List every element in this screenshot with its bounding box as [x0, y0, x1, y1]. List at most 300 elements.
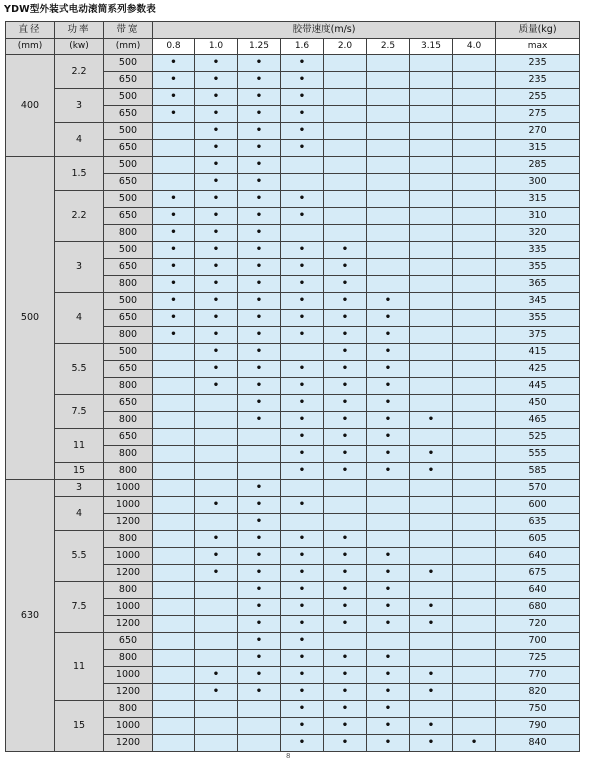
speed-available-dot: • — [195, 191, 238, 208]
speed-available-dot: • — [324, 276, 367, 293]
speed-available-dot: • — [281, 361, 324, 378]
speed-cell — [195, 735, 238, 752]
speed-available-dot: • — [324, 446, 367, 463]
speed-available-dot: • — [410, 446, 453, 463]
speed-cell — [195, 480, 238, 497]
table-row — [6, 480, 580, 497]
speed-cell — [153, 684, 195, 701]
speed-available-dot: • — [281, 667, 324, 684]
speed-available-dot: • — [324, 310, 367, 327]
speed-available-dot: • — [153, 191, 195, 208]
power-cell: 15 — [55, 463, 104, 480]
speed-available-dot: • — [281, 327, 324, 344]
belt-width-cell: 800 — [104, 701, 153, 718]
speed-cell — [453, 599, 496, 616]
speed-available-dot: • — [238, 565, 281, 582]
speed-cell — [453, 310, 496, 327]
mass-cell: 310 — [496, 208, 580, 225]
speed-available-dot: • — [195, 123, 238, 140]
speed-cell — [153, 616, 195, 633]
speed-available-dot: • — [238, 684, 281, 701]
speed-available-dot: • — [195, 225, 238, 242]
speed-cell — [153, 412, 195, 429]
speed-available-dot: • — [238, 497, 281, 514]
mass-cell: 770 — [496, 667, 580, 684]
speed-available-dot: • — [238, 531, 281, 548]
speed-cell — [410, 497, 453, 514]
power-cell: 3 — [55, 242, 104, 293]
speed-available-dot: • — [153, 310, 195, 327]
speed-available-dot: • — [367, 701, 410, 718]
power-cell: 3 — [55, 89, 104, 123]
belt-width-cell: 650 — [104, 72, 153, 89]
power-cell: 4 — [55, 123, 104, 157]
belt-width-cell: 1200 — [104, 514, 153, 531]
speed-cell — [153, 599, 195, 616]
speed-available-dot: • — [238, 106, 281, 123]
belt-width-cell: 650 — [104, 208, 153, 225]
belt-width-cell: 500 — [104, 344, 153, 361]
speed-cell — [195, 446, 238, 463]
speed-available-dot: • — [410, 667, 453, 684]
speed-available-dot: • — [367, 327, 410, 344]
speed-available-dot: • — [281, 718, 324, 735]
belt-width-cell: 800 — [104, 378, 153, 395]
power-cell: 2.2 — [55, 55, 104, 89]
speed-available-dot: • — [153, 106, 195, 123]
table-row — [6, 463, 580, 480]
speed-available-dot: • — [238, 157, 281, 174]
speed-cell — [410, 191, 453, 208]
speed-cell — [153, 633, 195, 650]
power-cell: 5.5 — [55, 531, 104, 582]
belt-width-cell: 800 — [104, 225, 153, 242]
speed-cell — [410, 89, 453, 106]
speed-cell — [153, 123, 195, 140]
speed-available-dot: • — [324, 650, 367, 667]
speed-cell — [153, 650, 195, 667]
speed-available-dot: • — [281, 395, 324, 412]
speed-header-0: 0.8 — [153, 39, 195, 55]
table-row — [6, 582, 580, 599]
speed-cell — [367, 191, 410, 208]
speed-cell — [453, 395, 496, 412]
speed-available-dot: • — [281, 89, 324, 106]
power-cell: 2.2 — [55, 191, 104, 242]
speed-cell — [453, 191, 496, 208]
speed-cell — [410, 259, 453, 276]
speed-available-dot: • — [281, 463, 324, 480]
speed-available-dot: • — [195, 361, 238, 378]
speed-cell — [195, 514, 238, 531]
speed-cell — [367, 89, 410, 106]
mass-cell: 270 — [496, 123, 580, 140]
speed-available-dot: • — [281, 412, 324, 429]
speed-cell — [153, 446, 195, 463]
speed-cell — [453, 633, 496, 650]
belt-width-cell: 800 — [104, 412, 153, 429]
speed-cell — [324, 514, 367, 531]
speed-cell — [410, 361, 453, 378]
mass-cell: 555 — [496, 446, 580, 463]
speed-available-dot: • — [238, 259, 281, 276]
mass-cell: 315 — [496, 191, 580, 208]
speed-cell — [153, 735, 195, 752]
speed-available-dot: • — [281, 582, 324, 599]
speed-cell — [195, 412, 238, 429]
speed-cell — [153, 718, 195, 735]
belt-width-cell: 800 — [104, 446, 153, 463]
speed-available-dot: • — [367, 344, 410, 361]
mass-cell: 605 — [496, 531, 580, 548]
mass-cell: 300 — [496, 174, 580, 191]
speed-cell — [153, 548, 195, 565]
speed-cell — [410, 123, 453, 140]
speed-cell — [324, 208, 367, 225]
power-cell: 3 — [55, 480, 104, 497]
speed-available-dot: • — [153, 89, 195, 106]
speed-cell — [410, 106, 453, 123]
mass-cell: 640 — [496, 548, 580, 565]
speed-cell — [453, 157, 496, 174]
speed-cell — [453, 55, 496, 72]
speed-header-2: 1.25 — [238, 39, 281, 55]
header-diameter: 直径 — [6, 22, 55, 39]
speed-header-6: 3.15 — [410, 39, 453, 55]
speed-available-dot: • — [367, 361, 410, 378]
speed-cell — [195, 650, 238, 667]
header-belt-speed: 胶带速度(m/s) — [153, 22, 496, 39]
speed-cell — [453, 140, 496, 157]
speed-cell — [153, 480, 195, 497]
speed-header-7: 4.0 — [453, 39, 496, 55]
speed-available-dot: • — [153, 276, 195, 293]
speed-cell — [195, 429, 238, 446]
belt-width-cell: 800 — [104, 531, 153, 548]
speed-available-dot: • — [410, 718, 453, 735]
speed-available-dot: • — [195, 72, 238, 89]
speed-available-dot: • — [324, 361, 367, 378]
speed-header-1: 1.0 — [195, 39, 238, 55]
speed-cell — [453, 293, 496, 310]
speed-cell — [453, 548, 496, 565]
speed-cell — [238, 446, 281, 463]
speed-available-dot: • — [324, 735, 367, 752]
speed-available-dot: • — [238, 616, 281, 633]
speed-cell — [324, 123, 367, 140]
speed-cell — [410, 293, 453, 310]
speed-cell — [410, 310, 453, 327]
parameter-table — [5, 21, 580, 752]
speed-available-dot: • — [324, 429, 367, 446]
speed-cell — [153, 174, 195, 191]
speed-cell — [367, 123, 410, 140]
speed-cell — [238, 735, 281, 752]
diameter-cell: 400 — [6, 55, 55, 157]
header-power-unit: (kw) — [55, 39, 104, 55]
speed-cell — [367, 225, 410, 242]
belt-width-cell: 650 — [104, 174, 153, 191]
mass-cell: 320 — [496, 225, 580, 242]
speed-cell — [367, 497, 410, 514]
speed-cell — [238, 429, 281, 446]
speed-available-dot: • — [238, 293, 281, 310]
speed-cell — [453, 89, 496, 106]
speed-cell — [367, 480, 410, 497]
speed-cell — [453, 650, 496, 667]
mass-cell: 315 — [496, 140, 580, 157]
speed-cell — [153, 514, 195, 531]
speed-cell — [453, 429, 496, 446]
mass-cell: 355 — [496, 259, 580, 276]
speed-available-dot: • — [324, 582, 367, 599]
speed-cell — [153, 344, 195, 361]
speed-cell — [453, 480, 496, 497]
belt-width-cell: 500 — [104, 293, 153, 310]
speed-available-dot: • — [153, 293, 195, 310]
speed-cell — [453, 718, 496, 735]
speed-cell — [281, 480, 324, 497]
mass-cell: 585 — [496, 463, 580, 480]
speed-cell — [153, 378, 195, 395]
speed-available-dot: • — [367, 310, 410, 327]
power-cell: 7.5 — [55, 395, 104, 429]
table-row — [6, 191, 580, 208]
speed-cell — [153, 361, 195, 378]
speed-cell — [324, 174, 367, 191]
belt-width-cell: 800 — [104, 650, 153, 667]
speed-available-dot: • — [238, 327, 281, 344]
speed-cell — [195, 616, 238, 633]
speed-available-dot: • — [195, 276, 238, 293]
speed-cell — [281, 174, 324, 191]
speed-available-dot: • — [367, 599, 410, 616]
power-cell: 7.5 — [55, 582, 104, 633]
mass-cell: 700 — [496, 633, 580, 650]
speed-cell — [410, 582, 453, 599]
speed-available-dot: • — [324, 616, 367, 633]
speed-cell — [453, 361, 496, 378]
speed-available-dot: • — [195, 157, 238, 174]
speed-available-dot: • — [153, 208, 195, 225]
speed-available-dot: • — [238, 378, 281, 395]
speed-available-dot: • — [324, 327, 367, 344]
speed-available-dot: • — [453, 735, 496, 752]
speed-cell — [324, 106, 367, 123]
speed-available-dot: • — [238, 89, 281, 106]
mass-cell: 255 — [496, 89, 580, 106]
speed-available-dot: • — [367, 378, 410, 395]
speed-available-dot: • — [195, 667, 238, 684]
diameter-cell: 630 — [6, 480, 55, 752]
speed-available-dot: • — [153, 55, 195, 72]
speed-available-dot: • — [367, 616, 410, 633]
speed-cell — [367, 140, 410, 157]
speed-available-dot: • — [238, 599, 281, 616]
speed-cell — [453, 106, 496, 123]
speed-available-dot: • — [238, 276, 281, 293]
belt-width-cell: 500 — [104, 89, 153, 106]
speed-cell — [410, 531, 453, 548]
speed-cell — [453, 259, 496, 276]
speed-cell — [453, 208, 496, 225]
speed-cell — [410, 55, 453, 72]
mass-cell: 790 — [496, 718, 580, 735]
table-row — [6, 344, 580, 361]
speed-available-dot: • — [238, 344, 281, 361]
speed-cell — [153, 140, 195, 157]
speed-cell — [281, 344, 324, 361]
mass-cell: 445 — [496, 378, 580, 395]
speed-cell — [324, 480, 367, 497]
speed-cell — [410, 429, 453, 446]
speed-cell — [453, 174, 496, 191]
belt-width-cell: 500 — [104, 157, 153, 174]
speed-cell — [367, 276, 410, 293]
speed-cell — [195, 395, 238, 412]
table-row — [6, 123, 580, 140]
speed-available-dot: • — [238, 633, 281, 650]
speed-cell — [410, 701, 453, 718]
speed-cell — [410, 208, 453, 225]
speed-cell — [153, 565, 195, 582]
speed-available-dot: • — [324, 293, 367, 310]
speed-cell — [410, 157, 453, 174]
speed-cell — [453, 616, 496, 633]
belt-width-cell: 500 — [104, 55, 153, 72]
speed-cell — [153, 497, 195, 514]
speed-cell — [195, 582, 238, 599]
belt-width-cell: 1000 — [104, 497, 153, 514]
speed-available-dot: • — [367, 735, 410, 752]
speed-available-dot: • — [410, 616, 453, 633]
speed-available-dot: • — [238, 412, 281, 429]
speed-available-dot: • — [195, 548, 238, 565]
speed-available-dot: • — [281, 72, 324, 89]
belt-width-cell: 1200 — [104, 684, 153, 701]
mass-cell: 345 — [496, 293, 580, 310]
belt-width-cell: 650 — [104, 259, 153, 276]
belt-width-cell: 650 — [104, 310, 153, 327]
speed-cell — [367, 633, 410, 650]
speed-cell — [153, 667, 195, 684]
speed-available-dot: • — [238, 582, 281, 599]
speed-available-dot: • — [195, 259, 238, 276]
mass-cell: 355 — [496, 310, 580, 327]
speed-available-dot: • — [281, 701, 324, 718]
speed-cell — [453, 72, 496, 89]
speed-available-dot: • — [195, 242, 238, 259]
speed-available-dot: • — [195, 106, 238, 123]
speed-cell — [367, 72, 410, 89]
belt-width-cell: 1200 — [104, 735, 153, 752]
belt-width-cell: 800 — [104, 582, 153, 599]
mass-cell: 570 — [496, 480, 580, 497]
speed-cell — [410, 276, 453, 293]
speed-available-dot: • — [281, 548, 324, 565]
speed-cell — [238, 718, 281, 735]
speed-available-dot: • — [238, 55, 281, 72]
mass-cell: 425 — [496, 361, 580, 378]
speed-cell — [324, 157, 367, 174]
speed-available-dot: • — [195, 497, 238, 514]
speed-available-dot: • — [281, 293, 324, 310]
speed-available-dot: • — [324, 531, 367, 548]
speed-available-dot: • — [281, 650, 324, 667]
table-row — [6, 497, 580, 514]
table-row — [6, 395, 580, 412]
speed-available-dot: • — [367, 548, 410, 565]
speed-cell — [281, 514, 324, 531]
speed-cell — [410, 480, 453, 497]
mass-cell: 820 — [496, 684, 580, 701]
speed-cell — [410, 225, 453, 242]
speed-available-dot: • — [195, 208, 238, 225]
speed-available-dot: • — [281, 276, 324, 293]
speed-available-dot: • — [195, 89, 238, 106]
speed-cell — [153, 531, 195, 548]
speed-cell — [453, 123, 496, 140]
speed-available-dot: • — [410, 565, 453, 582]
speed-cell — [453, 344, 496, 361]
power-cell: 4 — [55, 293, 104, 344]
speed-available-dot: • — [281, 429, 324, 446]
speed-available-dot: • — [367, 684, 410, 701]
speed-cell — [324, 633, 367, 650]
speed-available-dot: • — [281, 446, 324, 463]
speed-available-dot: • — [195, 293, 238, 310]
power-cell: 15 — [55, 701, 104, 752]
belt-width-cell: 500 — [104, 191, 153, 208]
speed-cell — [153, 463, 195, 480]
speed-cell — [453, 531, 496, 548]
speed-available-dot: • — [153, 242, 195, 259]
page-title: YDW型外装式电动滚筒系列参数表 — [4, 4, 156, 15]
speed-cell — [453, 514, 496, 531]
speed-cell — [324, 55, 367, 72]
speed-available-dot: • — [324, 395, 367, 412]
speed-available-dot: • — [195, 344, 238, 361]
speed-available-dot: • — [367, 463, 410, 480]
mass-cell: 680 — [496, 599, 580, 616]
speed-available-dot: • — [195, 55, 238, 72]
speed-cell — [153, 395, 195, 412]
speed-available-dot: • — [153, 327, 195, 344]
mass-cell: 285 — [496, 157, 580, 174]
speed-available-dot: • — [324, 667, 367, 684]
belt-width-cell: 1000 — [104, 548, 153, 565]
power-cell: 5.5 — [55, 344, 104, 395]
speed-cell — [453, 497, 496, 514]
speed-cell — [410, 395, 453, 412]
table-row — [6, 633, 580, 650]
speed-available-dot: • — [238, 548, 281, 565]
speed-cell — [195, 463, 238, 480]
belt-width-cell: 500 — [104, 242, 153, 259]
speed-cell — [195, 633, 238, 650]
speed-available-dot: • — [367, 446, 410, 463]
belt-width-cell: 650 — [104, 429, 153, 446]
speed-available-dot: • — [238, 72, 281, 89]
mass-cell: 720 — [496, 616, 580, 633]
mass-cell: 600 — [496, 497, 580, 514]
belt-width-cell: 650 — [104, 140, 153, 157]
table-row — [6, 531, 580, 548]
mass-cell: 375 — [496, 327, 580, 344]
speed-available-dot: • — [324, 599, 367, 616]
speed-cell — [324, 191, 367, 208]
speed-available-dot: • — [367, 395, 410, 412]
